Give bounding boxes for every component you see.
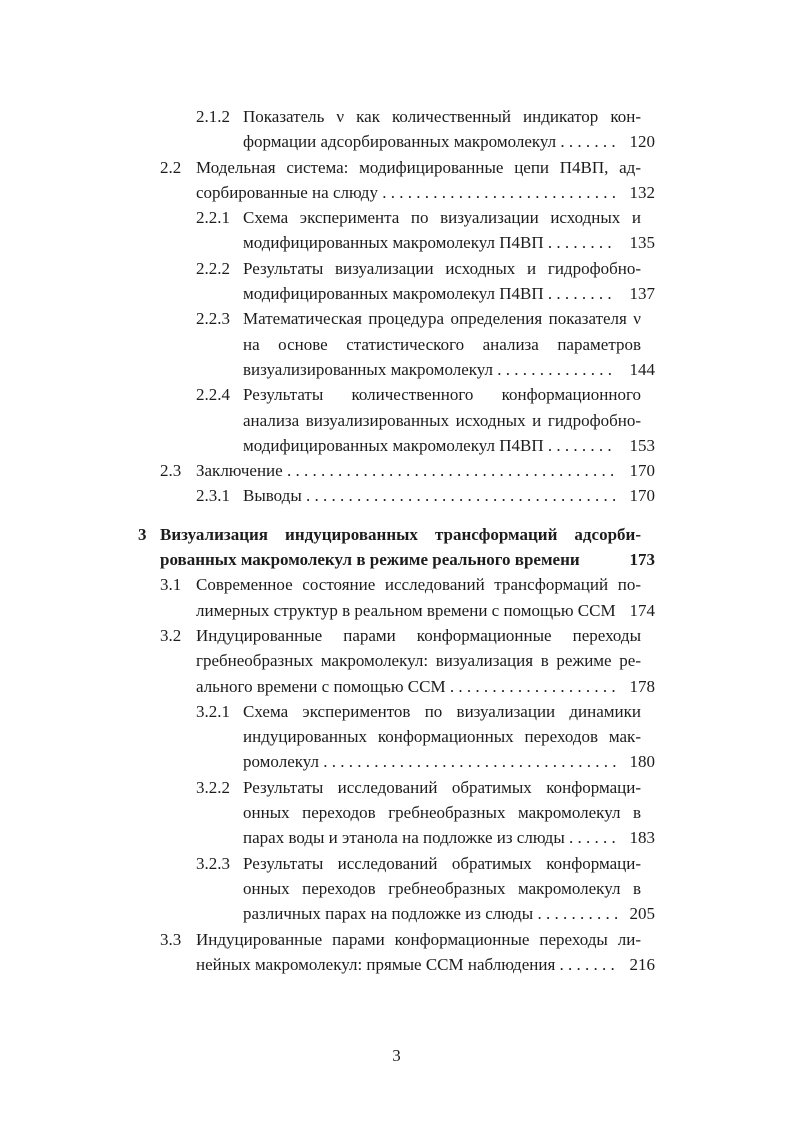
entry-page-number: 153 (629, 435, 655, 455)
entry-title: Модельная система: модифицированные цепи П4ВП, адсорбированные на слюду (196, 157, 641, 202)
entry-number: 2.2.3 (196, 309, 230, 329)
entry-page-number: 173 (629, 550, 655, 570)
dot-leader: . . . . . . (564, 828, 616, 848)
toc-entry[interactable] (138, 256, 655, 307)
dot-leader: . . . . . . . . (543, 435, 612, 455)
dot-leader: . . . . . . . . (543, 284, 612, 304)
toc-entry[interactable] (138, 572, 655, 623)
table-of-contents (138, 104, 655, 977)
entry-number: 2.3.1 (196, 486, 230, 506)
entry-title: Заключение (196, 461, 283, 481)
entry-number: 3.2.2 (196, 777, 230, 797)
toc-entry[interactable] (138, 104, 655, 155)
entry-number: 2.2.2 (196, 258, 230, 278)
entry-page-number: 180 (629, 752, 655, 772)
entry-title: Индуцированные парами конформационные переходы гребнеобразных макромолекул: визуализация в режиме реального времени с помощью ССМ (196, 625, 641, 696)
dot-leader: . . . . . . . . (543, 233, 612, 253)
entry-title: Результаты визуализации исходных и гидрофобно-модифицированных макромолекул П4ВП (243, 258, 641, 304)
entry-title: Выводы (243, 486, 302, 506)
dot-leader: . . . . . . . . . . . . . . (493, 359, 613, 379)
toc-entry[interactable] (138, 927, 655, 978)
toc-entry[interactable] (138, 851, 655, 927)
entry-title: Показатель ν как количественный индикатор конформации адсорбированных макромолекул (243, 107, 641, 152)
entry-number: 2.2.4 (196, 385, 230, 405)
toc-entry[interactable] (138, 699, 655, 775)
entry-number: 3.2.1 (196, 701, 230, 721)
entry-number: 3.2 (160, 625, 182, 645)
dot-leader: . . . . . . . . . . . . . . . . . . . . . . . . . . . . . . . . . . . (319, 752, 617, 772)
entry-page-number: 174 (629, 600, 655, 620)
entry-page-number: 132 (629, 182, 655, 202)
toc-entry[interactable] (138, 483, 655, 508)
page-number-footer (0, 1046, 793, 1066)
toc-entry[interactable] (138, 306, 655, 382)
toc-entry[interactable] (138, 205, 655, 256)
toc-entry[interactable] (138, 775, 655, 851)
entry-page-number: 183 (629, 828, 655, 848)
entry-title: Индуцированные парами конформационные переходы линейных макромолекул: прямые ССМ наблюдения (196, 929, 641, 974)
entry-title: Результаты количественного конформационного анализа визуализированных исходных и гидрофобно-модифицированных макромолекул П4ВП (243, 385, 641, 455)
entry-page-number: 205 (629, 904, 655, 924)
entry-title: Результаты исследований обратимых конформационных переходов гребнеобразных макромолекул в различных парах на подложке из слюды (243, 853, 641, 924)
entry-number: 3 (138, 524, 147, 544)
toc-entry[interactable] (138, 458, 655, 483)
entry-page-number: 216 (629, 954, 655, 974)
entry-number: 3.1 (160, 575, 182, 595)
dot-leader: . . . . . . . (556, 132, 616, 152)
dot-leader: . . . . . . . . . . . . . . . . . . . . . . . . . . . . . . . . . . . . . (301, 486, 617, 506)
entry-title: Схема экспериментов по визуализации динамики индуцированных конформационных переходов макромолекул (243, 701, 641, 772)
toc-entry[interactable] (138, 522, 655, 573)
entry-page-number: 170 (629, 461, 655, 481)
toc-entry[interactable] (138, 155, 655, 206)
footer-page-number: 3 (392, 1046, 401, 1065)
entry-page-number: 144 (629, 359, 655, 379)
entry-number: 2.2 (160, 157, 182, 177)
entry-title: Визуализация индуцированных трансформаций адсорбированных макромолекул в режиме реального времени (160, 524, 641, 570)
entry-page-number: 178 (629, 676, 655, 696)
dot-leader: . . . . . . . . . . . . . . . . . . . . . . . . . . . . (377, 182, 616, 202)
dot-leader: . . . . . . . . . . . . . . . . . . . . . . . . . . . . . . . . . . . . . . . (282, 461, 615, 481)
dot-leader: . . . . . . . (555, 954, 615, 974)
entry-title: Схема эксперимента по визуализации исходных и модифицированных макромолекул П4ВП (243, 208, 641, 253)
entry-number: 2.3 (160, 461, 182, 481)
entry-page-number: 137 (629, 284, 655, 304)
toc-entry[interactable] (138, 382, 655, 458)
entry-title: Математическая процедура определения показателя ν на основе статистического анализа параметров визуализированных макромолекул (243, 309, 641, 379)
entry-title: Результаты исследований обратимых конформационных переходов гребнеобразных макромолекул в парах воды и этанола на подложке из слюды (243, 777, 641, 848)
entry-number: 2.2.1 (196, 208, 230, 228)
entry-page-number: 170 (629, 486, 655, 506)
entry-page-number: 120 (629, 132, 655, 152)
entry-number: 3.2.3 (196, 853, 230, 873)
dot-leader: . . . . . . . . . . . . . . . . . . . . (445, 676, 616, 696)
entry-number: 2.1.2 (196, 107, 230, 126)
entry-number: 3.3 (160, 929, 182, 949)
toc-entry[interactable] (138, 623, 655, 699)
entry-title: Современное состояние исследований трансформаций полимерных структур в реальном времени с помощью ССМ (196, 575, 641, 620)
entry-page-number: 135 (629, 233, 655, 253)
dot-leader: . . . . . . . . . . (533, 904, 619, 924)
